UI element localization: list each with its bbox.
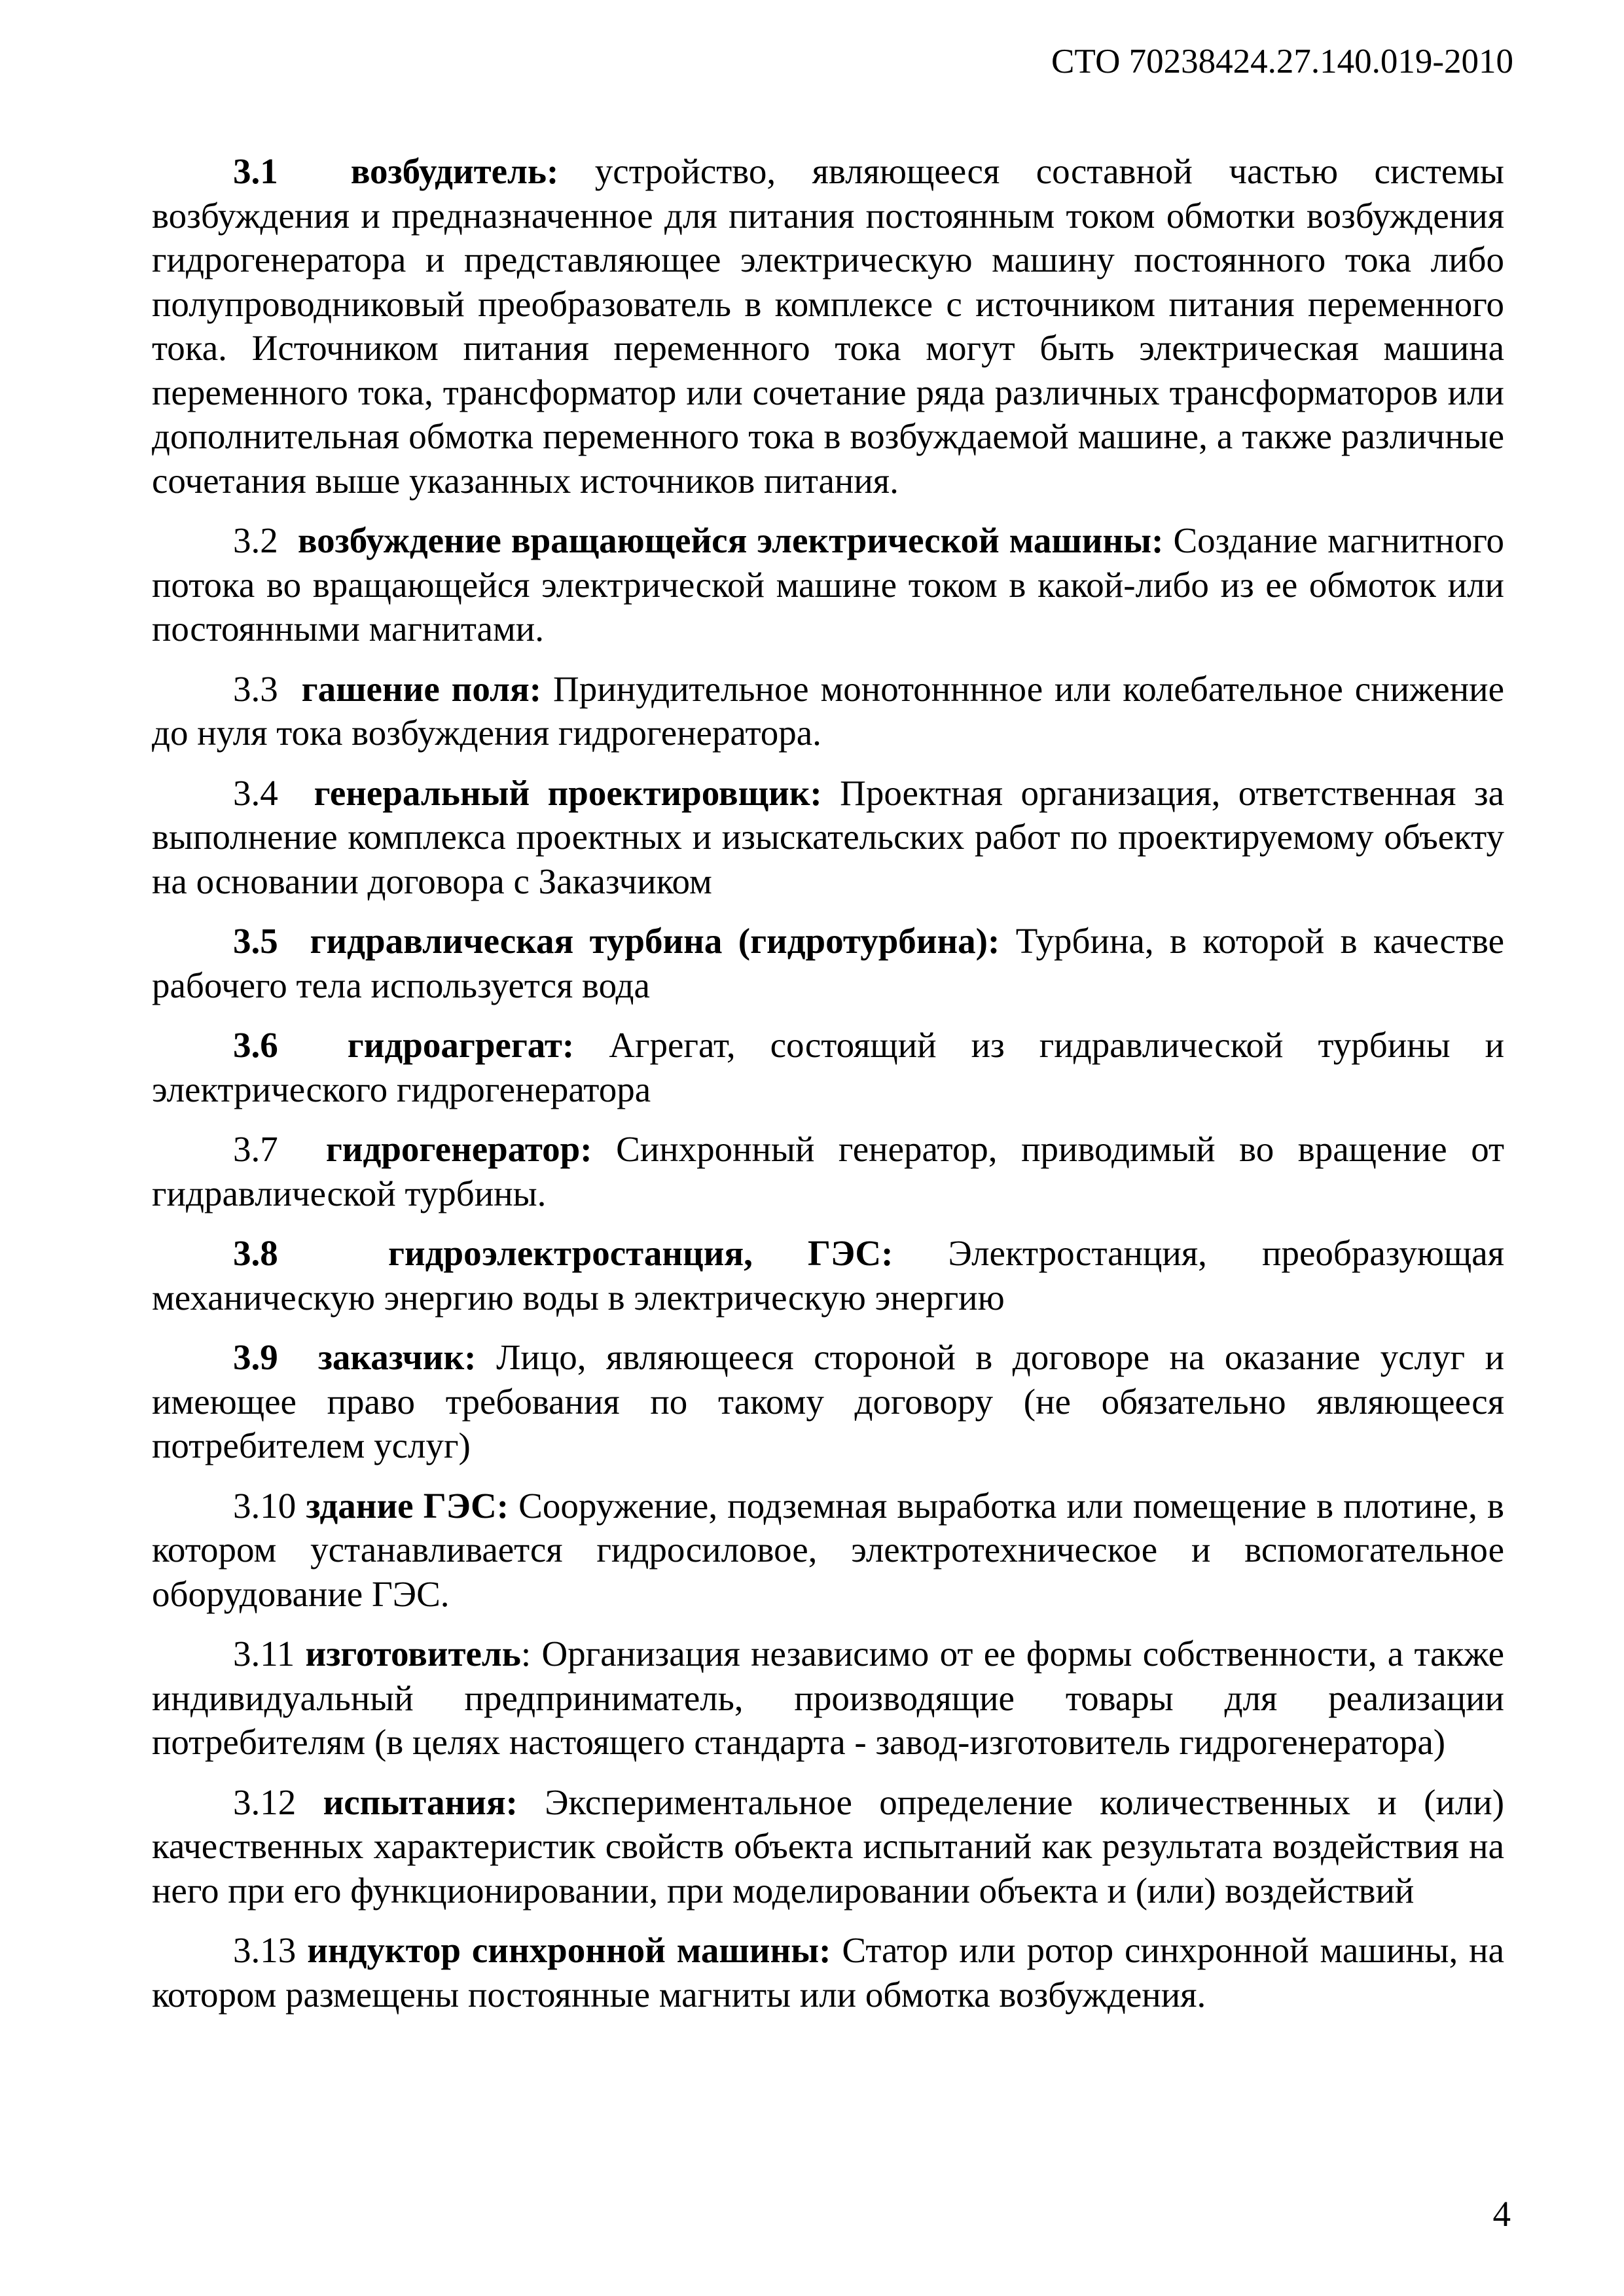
term-definition: Электростанция, преобразующая механическую энергию воды в электрическую энергию [152, 1233, 1504, 1318]
term-number: 3.2 [233, 520, 278, 560]
term-3-3 [152, 667, 1504, 755]
term-name: генеральный проектировщик: [314, 772, 822, 813]
term-name: здание ГЭС: [306, 1485, 509, 1526]
term-name: гидроэлектростанция, ГЭС: [388, 1233, 893, 1273]
term-definition: Агрегат, состоящий из гидравлической турбины и электрического гидрогенератора [152, 1025, 1505, 1109]
term-number: 3.3 [233, 668, 278, 709]
term-definition: Синхронный генератор, приводимый во вращение от гидравлической турбины. [152, 1129, 1505, 1213]
term-number: 3.1 [233, 151, 278, 191]
term-3-9 [152, 1335, 1504, 1468]
term-3-2 [152, 518, 1504, 651]
term-name: изготовитель [305, 1634, 521, 1674]
term-definition: Проектная организация, ответственная за выполнение комплекса проектных и изыскательских работ по проектируемому объекту на основании договора с Заказчиком [152, 772, 1504, 901]
term-name: индуктор синхронной машины: [307, 1930, 831, 1970]
term-3-6 [152, 1023, 1504, 1111]
term-3-12 [152, 1780, 1504, 1913]
term-name: возбудитель: [350, 151, 559, 191]
term-name: гидрогенератор: [325, 1129, 592, 1169]
term-definition: Экспериментальное определение количественных и (или) качественных характеристик свойств объекта испытаний как результата воздействия на него при его функционировании, при моделировании объекта и (или) воздействий [152, 1782, 1505, 1910]
term-3-7 [152, 1127, 1504, 1215]
term-name: заказчик: [317, 1337, 477, 1377]
term-name: гидроагрегат: [347, 1025, 575, 1065]
term-3-10 [152, 1484, 1504, 1617]
term-number: 3.4 [233, 772, 278, 813]
term-number: 3.9 [233, 1337, 278, 1377]
term-number: 3.8 [233, 1233, 278, 1273]
term-number: 3.5 [233, 921, 278, 961]
term-3-1 [152, 149, 1504, 503]
term-3-11 [152, 1632, 1504, 1765]
page-number: 4 [1492, 2194, 1511, 2234]
term-number: 3.13 [233, 1930, 297, 1970]
term-definition: Турбина, в которой в качестве рабочего тела используется вода [152, 921, 1505, 1005]
term-definition: Создание магнитного потока во вращающейся электрической машине током в какой-либо из ее обмоток или постоянными магнитами. [152, 520, 1505, 649]
term-number: 3.7 [233, 1129, 278, 1169]
term-definition: : Организация независимо от ее формы собственности, а также индивидуальный предприниматель, производящие товары для реализации потребителям (в целях настоящего стандарта - завод-изготовитель гидрогенератора) [152, 1634, 1504, 1762]
term-definition: Лицо, являющееся стороной в договоре на оказание услуг и имеющее право требования по такому договору (не обязательно являющееся потребителем услуг) [152, 1337, 1505, 1465]
term-number: 3.6 [233, 1025, 278, 1065]
terms-list [152, 149, 1504, 2032]
term-name: гашение поля: [301, 668, 542, 709]
term-3-8 [152, 1231, 1504, 1319]
term-definition: устройство, являющееся составной частью системы возбуждения и предназначенное для питания постоянным током обмотки возбуждения гидрогенератора и представляющее электрическую машину постоянного тока либо полупроводниковый преобразователь в комплексе с источником питания переменного тока. Источником питания переменного тока могут быть электрическая машина переменного тока, трансформатор или сочетание ряда различных трансформаторов или дополнительная обмотка переменного тока в возбуждаемой машине, а также различные сочетания выше указанных источников питания. [152, 151, 1504, 501]
term-number: 3.10 [233, 1485, 297, 1526]
term-number: 3.11 [233, 1634, 295, 1674]
term-definition: Сооружение, подземная выработка или помещение в плотине, в котором устанавливается гидросиловое, электротехническое и вспомогательное оборудование ГЭС. [152, 1485, 1504, 1614]
term-definition: Принудительное монотонннное или колебательное снижение до нуля тока возбуждения гидрогенератора. [152, 668, 1504, 753]
term-3-4 [152, 771, 1504, 904]
term-name: гидравлическая турбина (гидротурбина): [310, 921, 1000, 961]
document-code-header: СТО 70238424.27.140.019-2010 [1051, 43, 1513, 81]
term-definition: Статор или ротор синхронной машины, на котором размещены постоянные магниты или обмотка возбуждения. [152, 1930, 1505, 2015]
term-number: 3.12 [233, 1782, 297, 1822]
term-3-13 [152, 1928, 1504, 2017]
term-name: испытания: [323, 1782, 518, 1822]
term-3-5 [152, 919, 1504, 1007]
term-name: возбуждение вращающейся электрической машины: [297, 520, 1164, 560]
